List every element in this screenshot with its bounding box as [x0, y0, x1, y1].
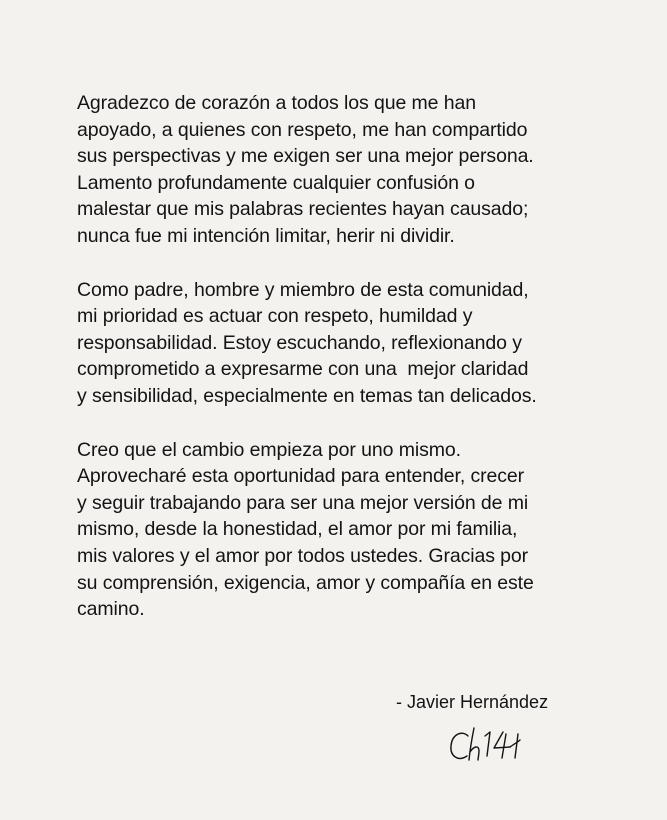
text-line: y sensibilidad, especialmente en temas tan delicados.	[77, 384, 537, 407]
paragraph-spacer	[77, 250, 647, 277]
text-line: malestar que mis palabras recientes hayan causado;	[77, 198, 529, 221]
text-line: Lamento profundamente cualquier confusión o	[77, 171, 475, 194]
paragraph-spacer	[77, 410, 647, 437]
text-line: su comprensión, exigencia, amor y compañía en este	[77, 571, 534, 594]
text-line: mismo, desde la honestidad, el amor por mi familia,	[77, 518, 518, 541]
text-line: mis valores y el amor por todos ustedes. Gracias por	[77, 544, 529, 567]
text-line: camino.	[77, 598, 145, 621]
paragraph-commitment	[77, 277, 647, 410]
text-line: nunca fue mi intención limitar, herir ni dividir.	[77, 224, 455, 247]
paragraph-change	[77, 437, 647, 623]
text-line: Creo que el cambio empieza por uno mismo.	[77, 438, 461, 461]
text-line: Agradezco de corazón a todos los que me han	[77, 92, 476, 114]
letter-body	[77, 90, 647, 623]
author-name: - Javier Hernández	[396, 692, 549, 712]
text-line: comprometido a expresarme con una mejor claridad	[77, 358, 529, 381]
text-line: Como padre, hombre y miembro de esta comunidad,	[77, 278, 529, 301]
text-line: apoyado, a quienes con respeto, me han compartido	[77, 118, 528, 141]
paragraph-gratitude	[77, 90, 647, 250]
text-line: responsabilidad. Estoy escuchando, reflexionando y	[77, 331, 522, 354]
text-line: sus perspectivas y me exigen ser una mejor persona.	[77, 145, 534, 168]
text-line: mi prioridad es actuar con respeto, humildad y	[77, 305, 473, 328]
text-line: y seguir trabajando para ser una mejor versión de mi	[77, 491, 529, 514]
handwritten-signature	[448, 722, 536, 770]
text-line: Aprovecharé esta oportunidad para entender, crecer	[77, 465, 525, 488]
